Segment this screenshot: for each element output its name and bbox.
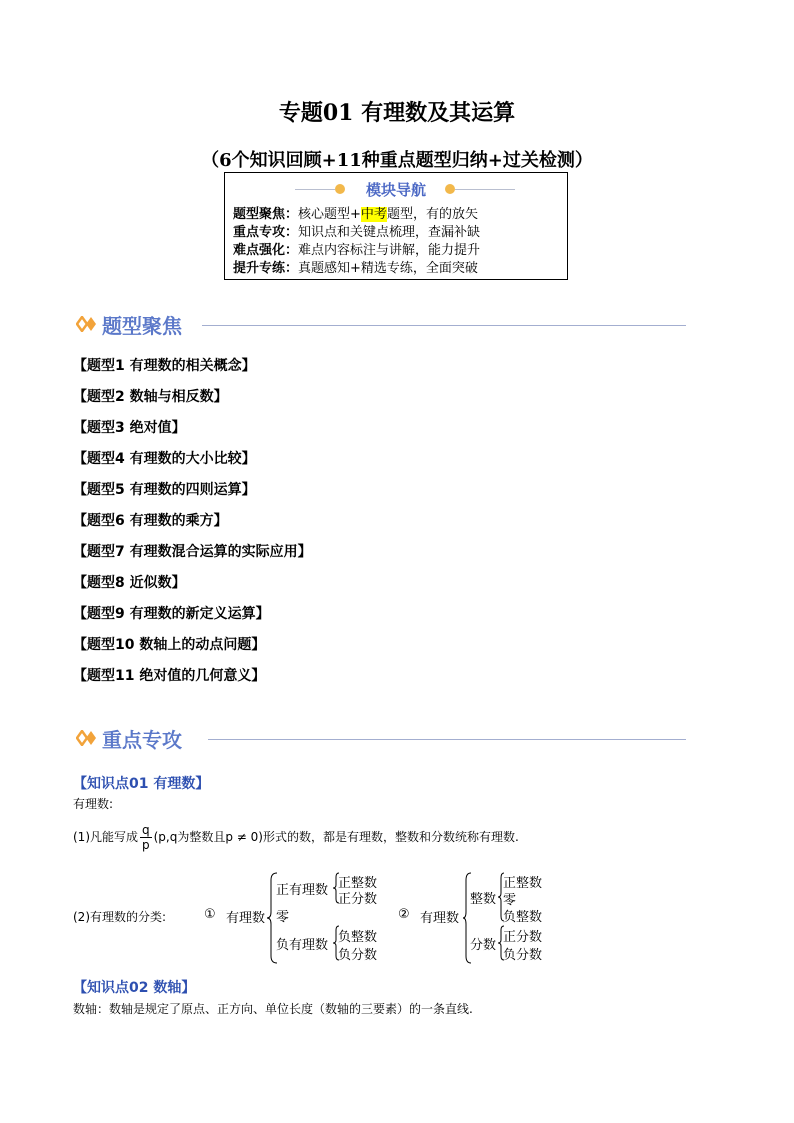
class1-positive-integer: 正整数 bbox=[338, 876, 378, 891]
highlight-text: 中考 bbox=[360, 207, 387, 222]
nav-title: 模块导航 bbox=[365, 181, 426, 199]
class2-positive-fraction: 正分数 bbox=[503, 930, 543, 945]
nav-row-text: 核心题型+ bbox=[298, 207, 361, 222]
section-header-key-points bbox=[76, 724, 686, 754]
class2-fraction: 分数 bbox=[470, 938, 497, 953]
nav-row bbox=[233, 224, 480, 242]
nav-row-label: 重点专攻： bbox=[233, 225, 299, 240]
definition-text: (p,q为整数且p ≠ 0)形式的数，都是有理数，整数和分数统称有理数. bbox=[153, 830, 519, 844]
section-divider bbox=[208, 739, 686, 740]
class1-negative: 负有理数 bbox=[276, 938, 329, 953]
marker-2: ② bbox=[398, 907, 410, 922]
nav-row-text: 题型，有的放矢 bbox=[386, 207, 478, 222]
class2-negative-fraction: 负分数 bbox=[503, 948, 543, 963]
number-line-definition: 数轴：数轴是规定了原点、正方向、单位长度（数轴的三要素）的一条直线. bbox=[73, 1002, 473, 1016]
class2-negative-integer: 负整数 bbox=[503, 910, 543, 925]
list-item: 【题型5 有理数的四则运算】 bbox=[73, 482, 256, 498]
list-item: 【题型7 有理数混合运算的实际应用】 bbox=[73, 544, 312, 560]
class1-negative-integer: 负整数 bbox=[338, 930, 378, 945]
definition-text: (1)凡能写成 bbox=[73, 830, 138, 844]
knowledge-point-title: 【知识点01 有理数】 bbox=[73, 776, 210, 792]
double-diamond-icon bbox=[76, 316, 98, 332]
nav-row-label: 难点强化： bbox=[233, 243, 299, 258]
page-subtitle: （6个知识回顾+11种重点题型归纳+过关检测） bbox=[201, 150, 593, 171]
classification-label: (2)有理数的分类: bbox=[73, 910, 167, 924]
class2-positive-integer: 正整数 bbox=[503, 876, 543, 891]
fraction-denominator: p bbox=[142, 838, 150, 852]
nav-row-text: 知识点和关键点梳理，查漏补缺 bbox=[298, 225, 481, 240]
marker-1: ① bbox=[204, 907, 216, 922]
class1-zero: 零 bbox=[276, 910, 290, 925]
class2-root: 有理数 bbox=[420, 911, 460, 926]
list-item: 【题型6 有理数的乘方】 bbox=[73, 513, 228, 529]
nav-row-label: 提升专练： bbox=[233, 261, 299, 276]
list-item: 【题型1 有理数的相关概念】 bbox=[73, 358, 256, 374]
class2-integer: 整数 bbox=[470, 892, 497, 907]
definition-line bbox=[73, 823, 519, 852]
page-title: 专题01 有理数及其运算 bbox=[278, 100, 516, 126]
nav-row bbox=[233, 242, 480, 260]
section-header-question-types bbox=[76, 310, 686, 340]
nav-row bbox=[233, 206, 478, 224]
list-item: 【题型8 近似数】 bbox=[73, 575, 186, 591]
nav-row-label: 题型聚焦： bbox=[233, 207, 299, 222]
list-item: 【题型9 有理数的新定义运算】 bbox=[73, 606, 270, 622]
section-title: 重点专攻 bbox=[102, 728, 182, 752]
list-item: 【题型4 有理数的大小比较】 bbox=[73, 451, 256, 467]
list-item: 【题型11 绝对值的几何意义】 bbox=[73, 668, 266, 684]
class1-negative-fraction: 负分数 bbox=[338, 948, 378, 963]
nav-row-text: 难点内容标注与讲解，能力提升 bbox=[298, 243, 481, 258]
double-diamond-icon bbox=[76, 730, 98, 746]
list-item: 【题型10 数轴上的动点问题】 bbox=[73, 637, 266, 653]
kp-intro: 有理数: bbox=[73, 797, 114, 811]
knowledge-point-title: 【知识点02 数轴】 bbox=[73, 980, 196, 996]
nav-row-text: 真题感知+精选专练，全面突破 bbox=[298, 261, 478, 276]
fraction-numerator: q bbox=[142, 823, 150, 837]
class2-zero: 零 bbox=[503, 893, 517, 908]
fraction bbox=[140, 823, 152, 852]
class1-root: 有理数 bbox=[226, 911, 266, 926]
section-divider bbox=[202, 325, 686, 326]
class1-positive: 正有理数 bbox=[276, 883, 329, 898]
class1-positive-fraction: 正分数 bbox=[338, 892, 378, 907]
section-title: 题型聚焦 bbox=[102, 314, 182, 338]
nav-header bbox=[225, 179, 567, 201]
list-item: 【题型2 数轴与相反数】 bbox=[73, 389, 228, 405]
module-nav-box bbox=[224, 172, 568, 280]
nav-row bbox=[233, 260, 478, 278]
list-item: 【题型3 绝对值】 bbox=[73, 420, 186, 436]
